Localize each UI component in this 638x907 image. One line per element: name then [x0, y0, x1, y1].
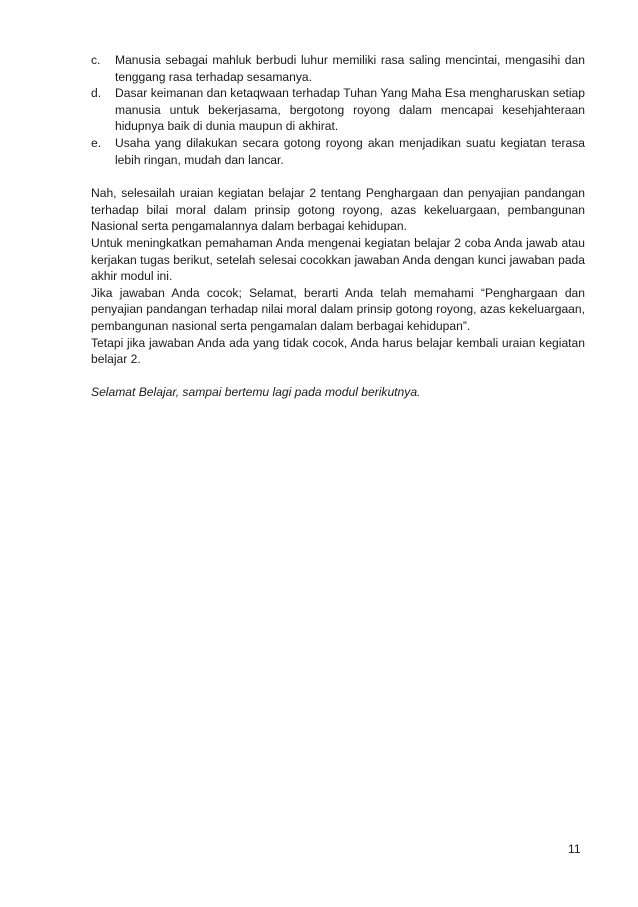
list-item-text: Manusia sebagai mahluk berbudi luhur memiliki rasa saling mencintai, mengasihi dan tenggang rasa terhadap sesamanya.: [115, 53, 585, 84]
list-item-e: [91, 135, 585, 168]
lettered-list: [91, 52, 585, 168]
paragraph-incorrect: Tetapi jika jawaban Anda ada yang tidak cocok, Anda harus belajar kembali uraian kegiatan belajar 2.: [91, 335, 585, 367]
page-number: 11: [568, 842, 581, 856]
list-item-c: [91, 52, 585, 85]
list-marker: c.: [91, 53, 101, 67]
list-item-d: [91, 85, 585, 135]
body-paragraphs: [91, 185, 585, 368]
paragraph-correct: Jika jawaban Anda cocok; Selamat, berarti Anda telah memahami “Penghargaan dan penyajian pandangan terhadap nilai moral dalam prinsip gotong royong, azas kekeluargaan, pembangunan nasional serta pengamalan dalam berbagai kehidupan”.: [91, 285, 585, 333]
list-marker: d.: [91, 86, 102, 101]
list-marker: e.: [91, 135, 102, 150]
paragraph-instructions: Untuk meningkatkan pemahaman Anda mengenai kegiatan belajar 2 coba Anda jawab atau kerjakan tugas berikut, setelah selesai cocokkan jawaban Anda dengan kunci jawaban pada akhir modul ini.: [91, 235, 585, 284]
list-item-text: Usaha yang dilakukan secara gotong royong akan menjadikan suatu kegiatan terasa lebih ringan, mudah dan lancar.: [115, 135, 585, 167]
closing-line: Selamat Belajar, sampai bertemu lagi pada modul berikutnya.: [91, 384, 421, 399]
list-item-text: Dasar keimanan dan ketaqwaan terhadap Tuhan Yang Maha Esa mengharuskan setiap manusia untuk bekerjasama, bergotong royong dalam mencapai kesehjahteraan hidupnya baik di dunia maupun di akhirat.: [115, 86, 585, 134]
paragraph-summary: Nah, selesailah uraian kegiatan belajar 2 tentang Penghargaan dan penyajian pandangan terhadap bilai moral dalam prinsip gotong royong, azas kekeluargaan, pembangunan Nasional serta pengamalannya dalam berbagai kehidupan.: [91, 186, 585, 234]
page-content: [91, 52, 585, 400]
